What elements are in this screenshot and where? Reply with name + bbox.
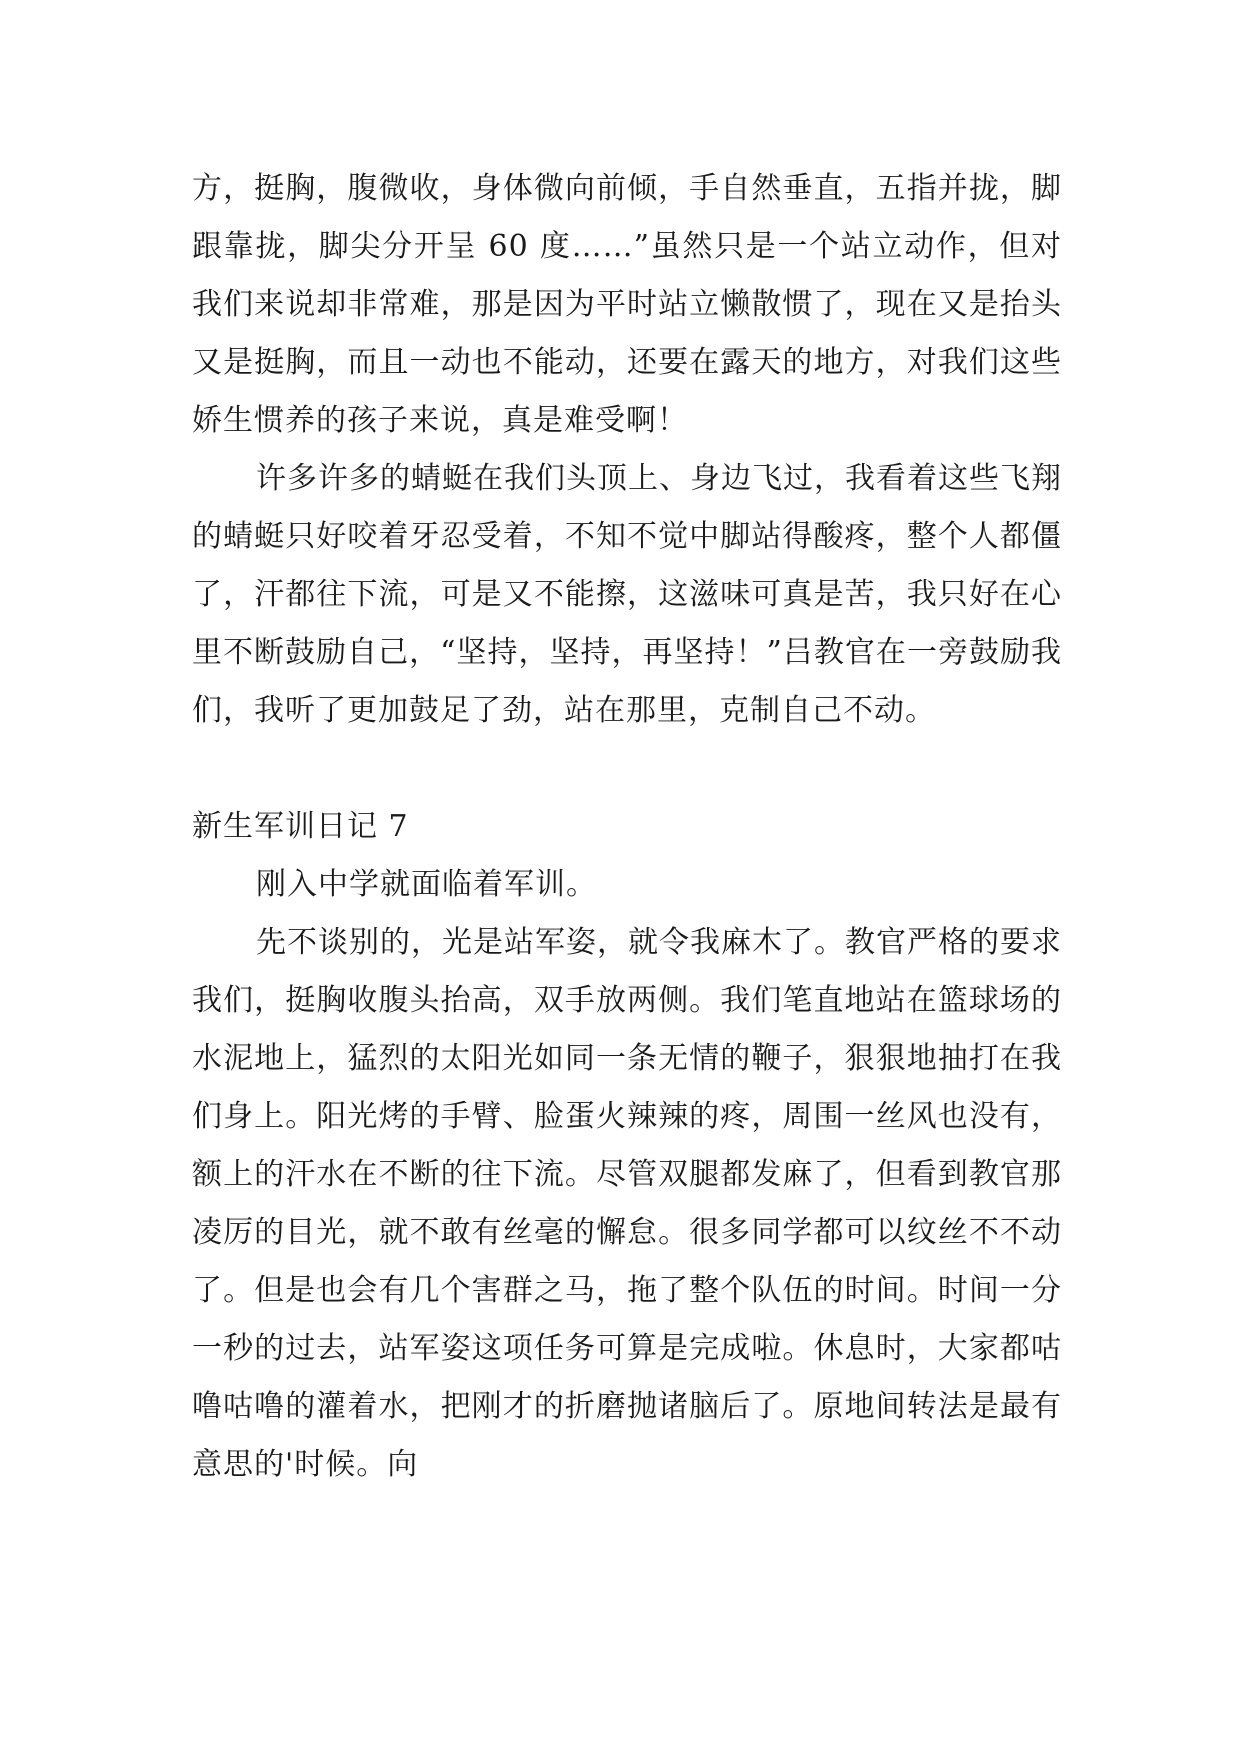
- paragraph-dragonflies: 许多许多的蜻蜓在我们头顶上、身边飞过，我看着这些飞翔的蜻蜓只好咬着牙忍受着，不知不觉中脚站得酸疼，整个人都僵了，汗都往下流，可是又不能擦，这滋味可真是苦，我只好在心里不断鼓励自己，“坚持，坚持，再坚持！”吕教官在一旁鼓励我们，我听了更加鼓足了劲，站在那里，克制自己不动。: [192, 461, 1062, 728]
- document-body: [192, 160, 1062, 1494]
- paragraph-military-posture: 先不谈别的，光是站军姿，就令我麻木了。教官严格的要求我们，挺胸收腹头抬高，双手放两侧。我们笔直地站在篮球场的水泥地上，猛烈的太阳光如同一条无情的鞭子，狠狠地抽打在我们身上。阳光烤的手臂、脸蛋火辣辣的疼，周围一丝风也没有，额上的汗水在不断的往下流。尽管双腿都发麻了，但看到教官那凌厉的目光，就不敢有丝毫的懈怠。很多同学都可以纹丝不不动了。但是也会有几个害群之马，拖了整个队伍的时间。时间一分一秒的过去，站军姿这项任务可算是完成啦。休息时，大家都咕噜咕噜的灌着水，把刚才的折磨抛诸脑后了。原地间转法是最有意思的'时候。向: [192, 925, 1062, 1482]
- paragraph-standing-posture: 方，挺胸，腹微收，身体微向前倾，手自然垂直，五指并拢，脚跟靠拢，脚尖分开呈 60 度……”虽然只是一个站立动作，但对我们来说却非常难，那是因为平时站立懒散惯了，现在又是抬头又是挺胸，而且一动也不能动，还要在露天的地方，对我们这些娇生惯养的孩子来说，真是难受啊！: [192, 171, 1062, 438]
- paragraph-intro: 刚入中学就面临着军训。: [256, 867, 597, 902]
- section-title: 新生军训日记 7: [192, 809, 409, 844]
